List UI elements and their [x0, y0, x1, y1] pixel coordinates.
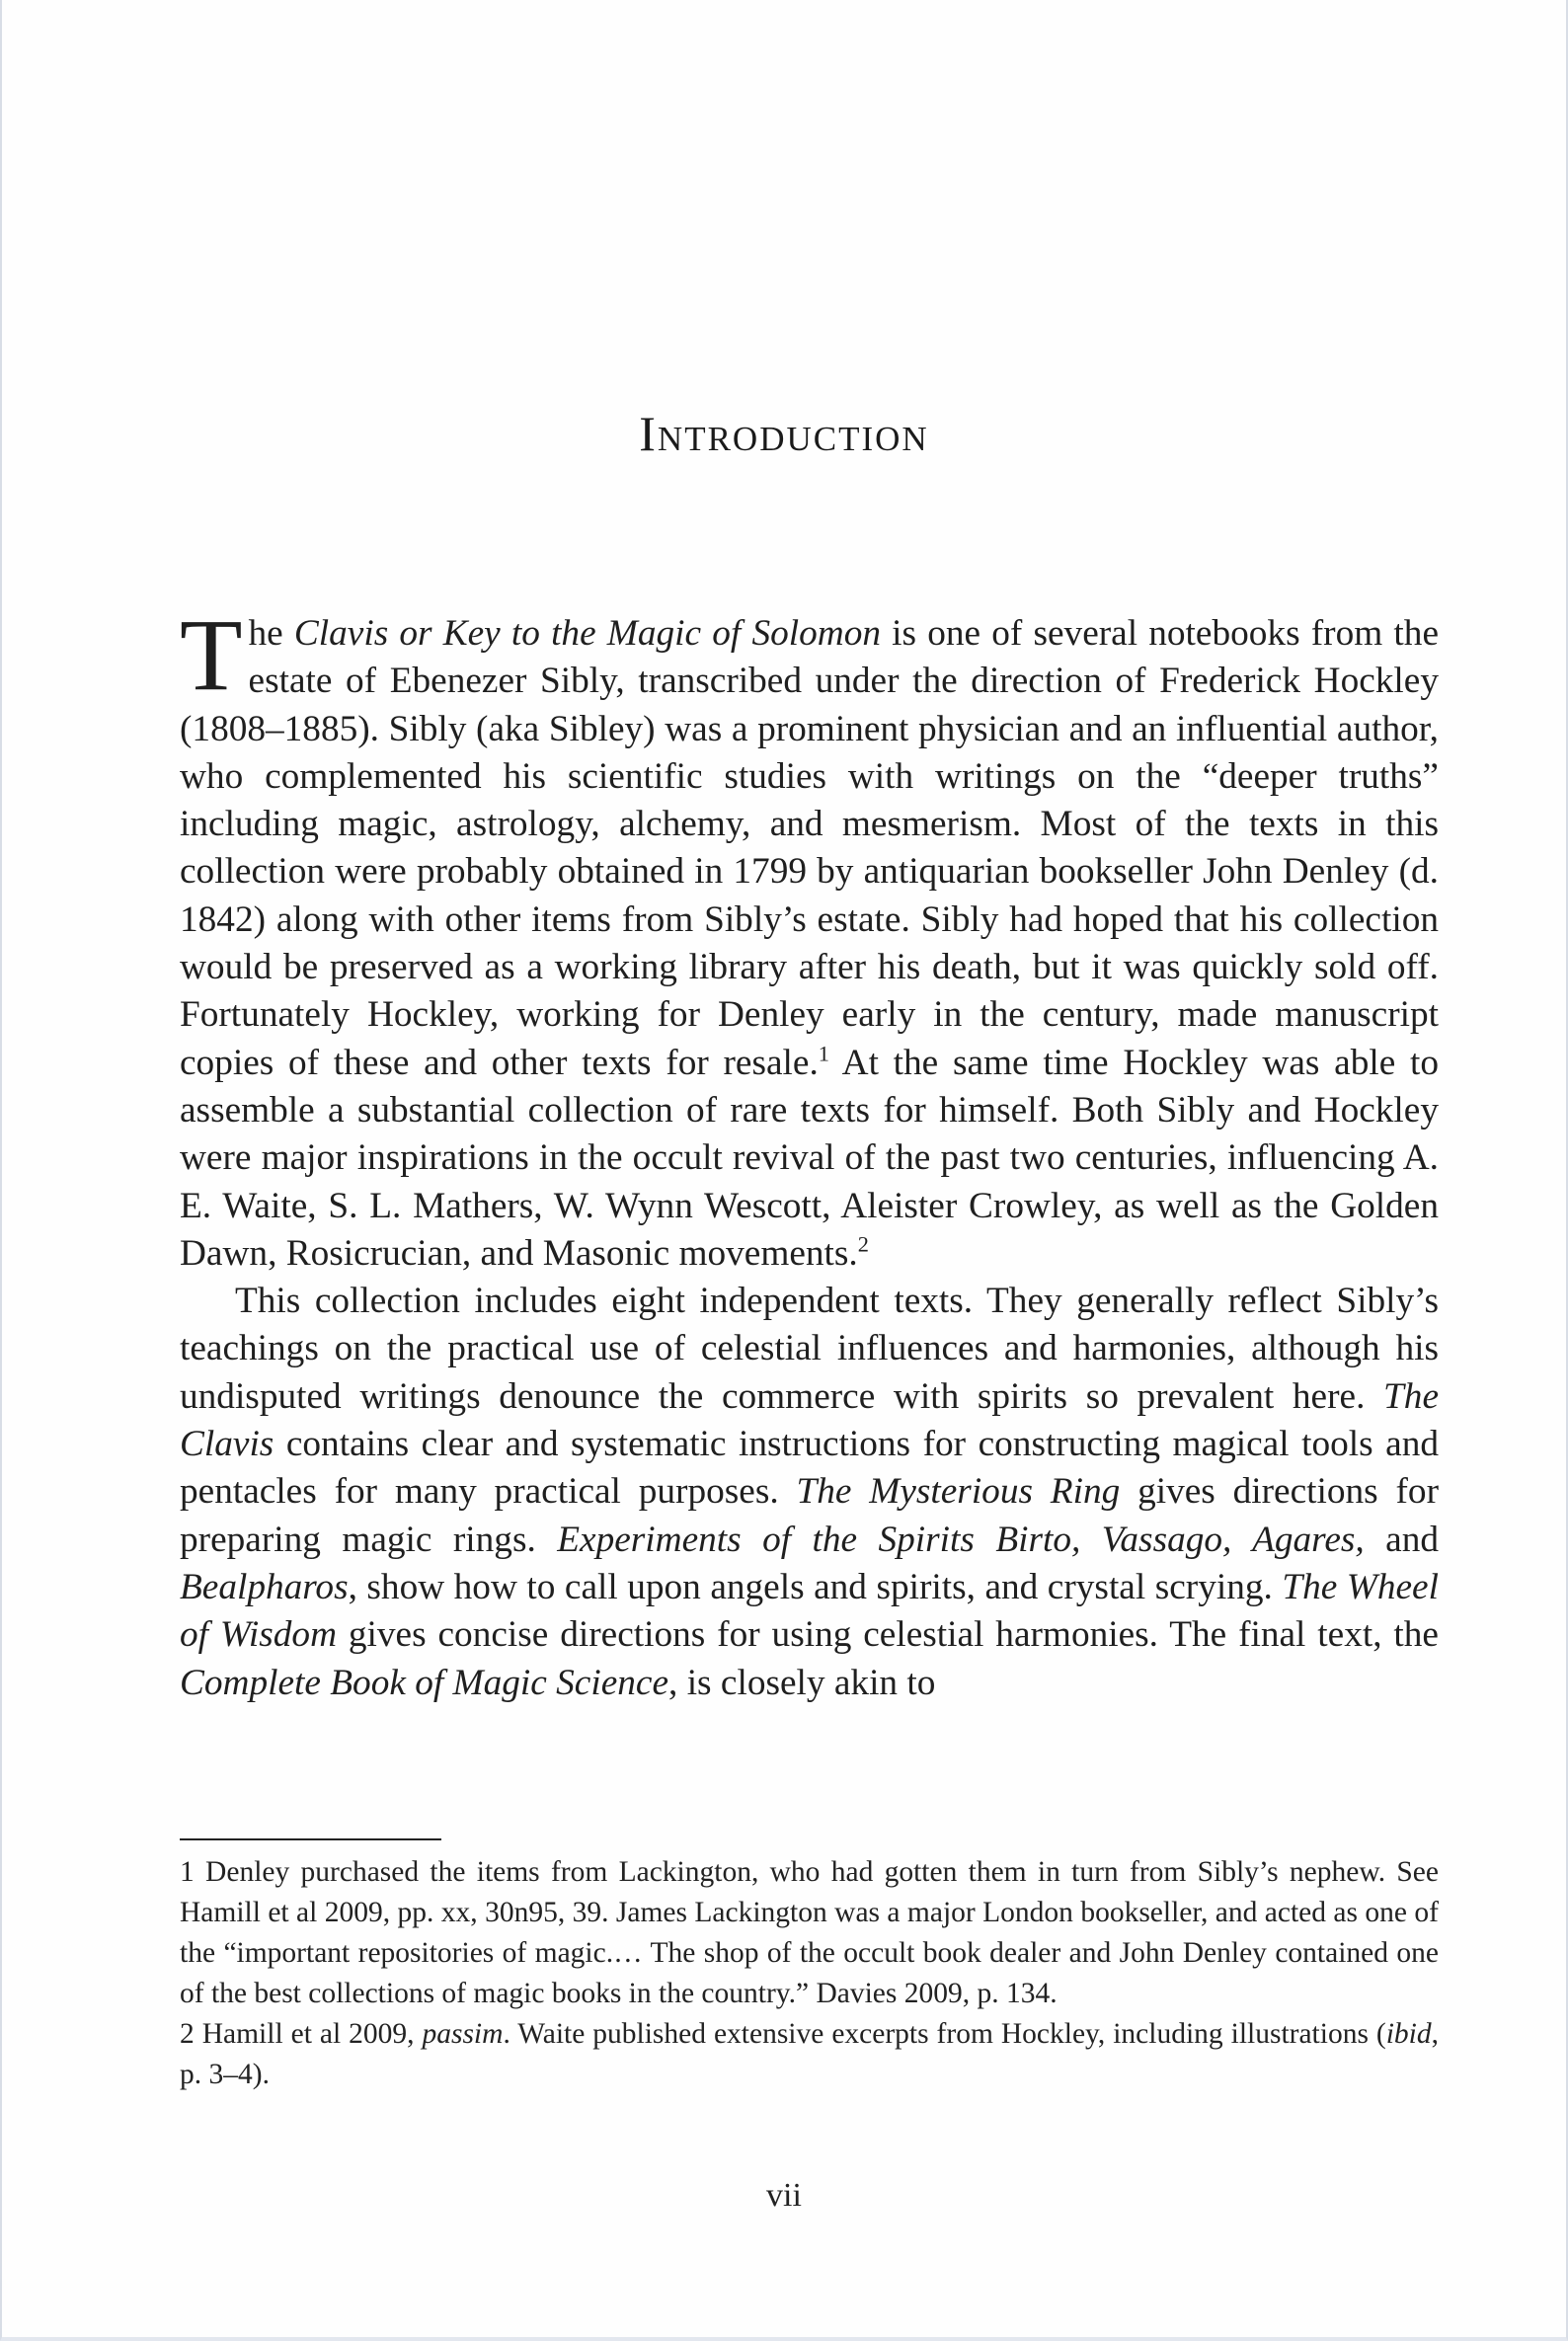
- paragraph-1: [180, 598, 1439, 1278]
- book-title-clavis: Clavis or Key to the Magic of Solomon: [293, 613, 881, 654]
- footnote-1: [180, 1852, 1439, 2014]
- book-title: Complete Book of Magic Science: [180, 1662, 669, 1703]
- footnote-divider: [180, 1838, 441, 1840]
- drop-cap: T: [180, 598, 243, 712]
- chapter-title: Introduction: [639, 406, 929, 461]
- paragraph-2: [180, 1278, 1439, 1707]
- book-title: The Clavis: [180, 1375, 1439, 1465]
- italic-term: ibid: [1385, 2018, 1432, 2050]
- italic-term: passim: [422, 2018, 504, 2050]
- book-title: Experiments of the Spirits Birto, Vassago, Agares,: [557, 1519, 1365, 1560]
- text-run: , is closely akin to: [668, 1662, 936, 1703]
- text-run: he: [248, 613, 294, 654]
- text-run: gives directions for preparing magic rings.: [180, 1471, 1439, 1560]
- book-title: Bealpharos: [180, 1566, 349, 1607]
- text-run: 1 Denley purchased the items from Lackington, who had gotten them in turn from Sibly’s nephew. See Hamill et al 2009, pp. xx, 30n95, 39. James Lackington was a major London bookseller, and acted as one of the “important repositories of magic.… The shop of the occult book dealer and John Denley contained one of the best collections of magic books in the country.” Davies 2009, p. 134.: [180, 1856, 1439, 2009]
- text-run: 2 Hamill et al 2009,: [180, 2018, 423, 2050]
- text-run: This collection includes eight independent texts. They generally reflect Sibly’s teachings on the practical use of celestial influences and harmonies, although his undisputed writings denounce the commerce with spirits so prevalent here.: [180, 1281, 1439, 1417]
- footnote-ref-1[interactable]: 1: [818, 1041, 829, 1066]
- footnotes: [180, 1852, 1439, 2095]
- footnote-ref-2[interactable]: 2: [857, 1231, 869, 1257]
- text-run: is one of several notebooks from the estate of Ebenezer Sibly, transcribed under the direction of Frederick Hockley (1808–1885). Sibly (aka Sibley) was a prominent physician and an influential author, who complemented his scientific studies with writings on the “deeper truths” including magic, astrology, alchemy, and mesmerism. Most of the texts in this collection were probably obtained in 1799 by antiquarian bookseller John Denley (d. 1842) along with other items from Sibly’s estate. Sibly had hoped that his collection would be preserved as a working library after his death, but it was quickly sold off. Fortunately Hockley, working for Denley early in the century, made manuscript copies of these and other texts for resale.: [180, 613, 1439, 1083]
- text-run: contains clear and systematic instructions for constructing magical tools and pentacles for many practical purposes.: [180, 1424, 1439, 1513]
- text-run: , show how to call upon angels and spirits, and crystal scrying.: [348, 1566, 1283, 1607]
- body-text: [180, 598, 1439, 1707]
- text-run: At the same time Hockley was able to assemble a substantial collection of rare texts for himself. Both Sibly and Hockley were major inspirations in the occult revival of the past two centuries, influencing A. E. Waite, S. L. Mathers, W. Wynn Wescott, Aleister Crowley, as well as the Golden Dawn, Rosicrucian, and Masonic movements.: [180, 1042, 1439, 1274]
- text-run: and: [1364, 1519, 1439, 1560]
- page-number: vii: [766, 2177, 802, 2214]
- text-run: gives concise directions for using celestial harmonies. The final text, the: [337, 1614, 1439, 1656]
- footnote-2: [180, 2014, 1439, 2095]
- book-title: The Wheel of Wisdom: [180, 1566, 1439, 1656]
- book-title: The Mysterious Ring: [796, 1471, 1121, 1513]
- text-run: , p. 3–4).: [180, 2018, 1439, 2090]
- text-run: . Waite published extensive excerpts from Hockley, including illustrations (: [503, 2018, 1386, 2050]
